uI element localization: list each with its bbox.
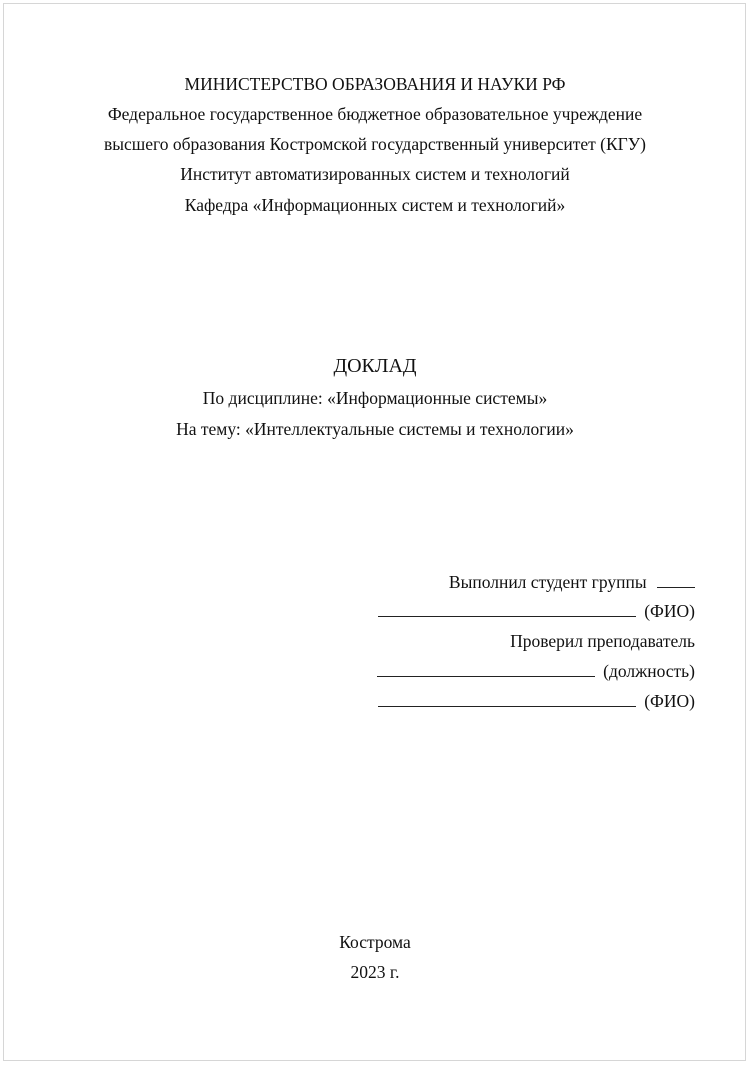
teacher-position-blank-line bbox=[377, 662, 595, 677]
city: Кострома bbox=[339, 932, 411, 952]
teacher-position-label: (должность) bbox=[603, 661, 695, 681]
document-page bbox=[3, 3, 746, 1061]
institute-name: Институт автоматизированных систем и технологий bbox=[180, 164, 570, 184]
performed-by-label: Выполнил студент группы bbox=[448, 572, 647, 592]
teacher-position-line bbox=[377, 661, 695, 681]
institution-line-2: высшего образования Костромской государственный университет (КГУ) bbox=[104, 134, 646, 154]
group-blank-line bbox=[657, 573, 695, 588]
performed-by-line bbox=[449, 572, 695, 592]
department-name: Кафедра «Информационных систем и технологий» bbox=[184, 195, 566, 215]
ministry-heading: МИНИСТЕРСТВО ОБРАЗОВАНИЯ И НАУКИ РФ bbox=[184, 74, 566, 94]
discipline-line: По дисциплине: «Информационные системы» bbox=[202, 388, 548, 408]
teacher-name-label: (ФИО) bbox=[644, 691, 695, 711]
checked-by-label: Проверил преподаватель bbox=[510, 631, 695, 651]
year: 2023 г. bbox=[350, 962, 400, 982]
topic-line: На тему: «Интеллектуальные системы и технологии» bbox=[176, 419, 574, 439]
student-name-line bbox=[378, 601, 695, 621]
student-name-label: (ФИО) bbox=[644, 601, 695, 621]
student-name-blank-line bbox=[378, 602, 636, 617]
document-type-title: ДОКЛАД bbox=[333, 355, 417, 377]
teacher-name-line bbox=[378, 691, 695, 711]
institution-line-1: Федеральное государственное бюджетное образовательное учреждение bbox=[107, 104, 643, 124]
teacher-name-blank-line bbox=[378, 692, 636, 707]
